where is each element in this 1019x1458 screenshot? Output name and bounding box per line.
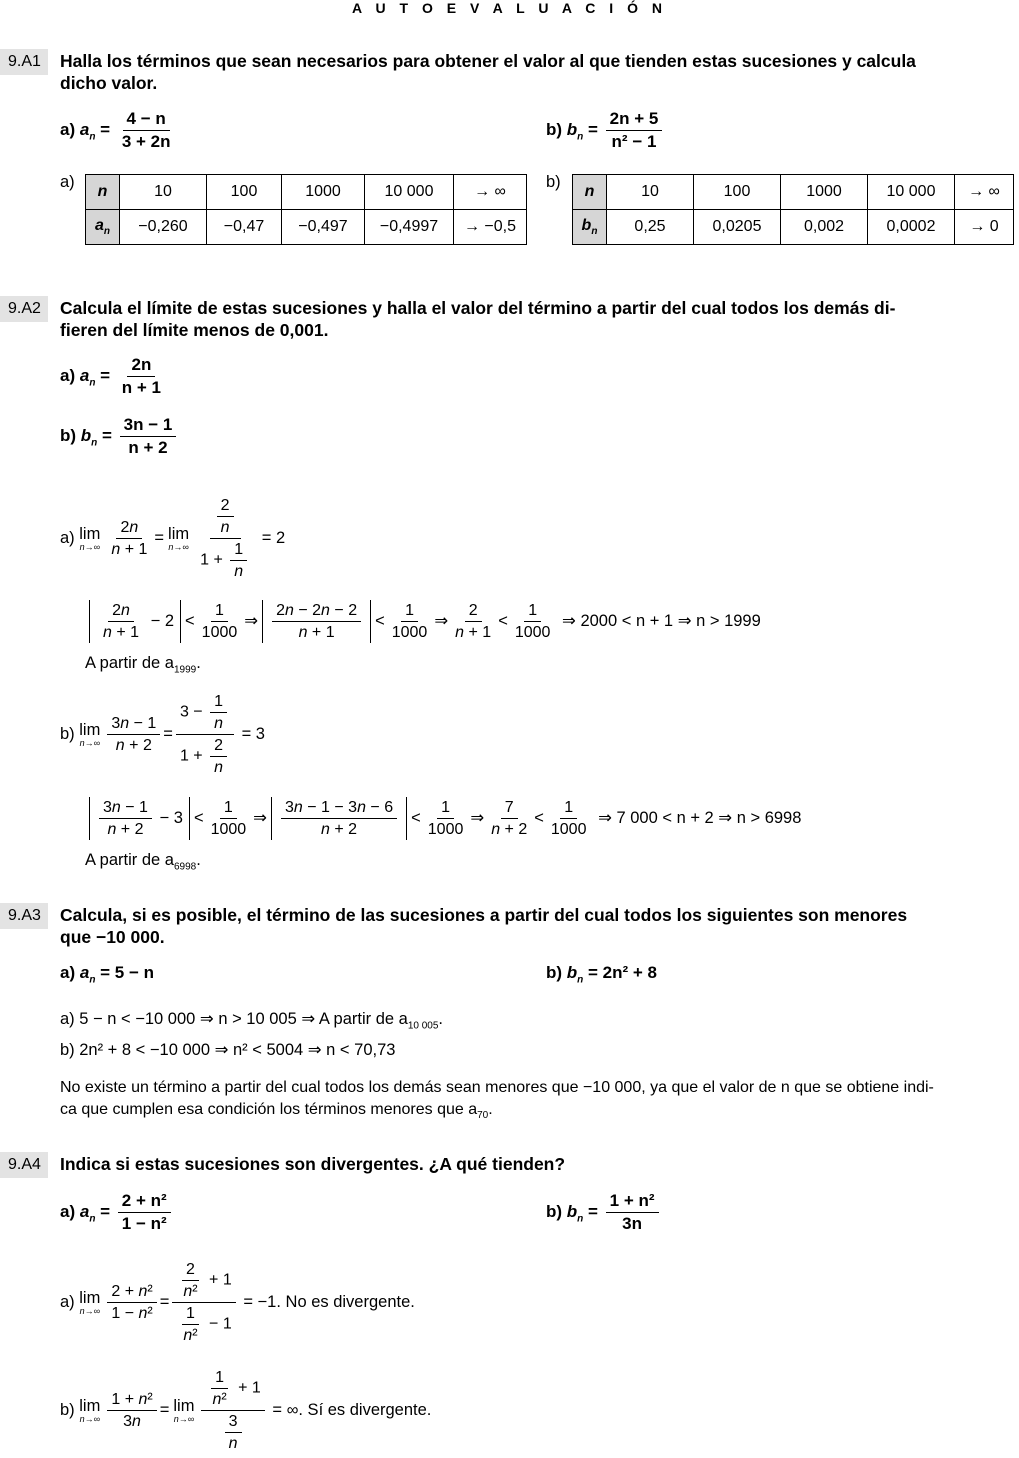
solution-b-limit: b) lim n→∞ $\frac{3n - 1}{n + 2}$ = 3 − $\frac{1}{n}$ 1 + $\frac{2}{n}$ = 3 [60,692,265,776]
table-cell: −0,260 [120,210,207,245]
table-row [573,175,1014,210]
exercise-statement: Calcula, si es posible, el término de las sucesiones a partir del cual todos los siguientes son menores que −10 000. [60,905,908,947]
table-label: a) [60,173,75,191]
sequence-b: b) $b_n$ = $\frac{\text{1 + n²}}{3n}$ [546,1190,662,1235]
table-cell: 100 [694,175,781,210]
exercise-number: 9.A2 [0,296,48,322]
table-cell: $b_n$ [573,210,607,245]
sequence-a: a) $a_n = 5 - n$ [60,963,155,986]
table-row [573,210,1014,245]
solution-b-inequality: $\frac{3n - 1}{n + 2}$ − 3 < $\frac{1}{1000}$ ⇒ $\frac{3n - 1 - 3n - 6}{n + 2}$ < $\frac{1}{1000}$ ⇒ $\frac{7}{n + 2}$ < $\frac{1}{1000}$ ⇒ 7 000 < n + 2 ⇒ n > 6998 [85,793,801,843]
solution-b-conclusion: A partir de $a_{6998}$. [85,851,201,873]
solution-explanation: No existe un término a partir del cual todos los demás sean menores que −10 000, ya que el valor de n que se obtiene indi- ca que cumplen esa condición los términos menores que $a_{70}$. [60,1079,934,1122]
table-cell: −0,497 [282,210,365,245]
table-cell: 1000 [781,175,868,210]
sequence-b: b) $b_n$ = $\frac{3n - 1}{n + 2}$ [60,414,179,459]
table-cell: n [86,175,120,210]
table-cell: → ∞ [454,175,527,210]
table-row [86,210,527,245]
values-table-b [572,174,1014,245]
table-cell: 1000 [282,175,365,210]
table-cell: n [573,175,607,210]
exercise-statement: Calcula el límite de estas sucesiones y halla el valor del término a partir del cual todos los demás di- fieren del límite menos de 0,001. [60,298,896,340]
table-cell: → −0,5 [454,210,527,245]
solution-b-limit: b) lim n→∞ $\frac{\text{1 + n²}}{3n}$ = lim n→∞ $\frac{1}{\text{n²}}$ + 1 $\frac{3}{n}$ = ∞. Sí es divergente. [60,1368,432,1452]
solution-a-conclusion: A partir de $a_{1999}$. [85,654,201,676]
exercise-number: 9.A4 [0,1152,48,1178]
table-cell: $a_n$ [86,210,120,245]
exercise-statement: Indica si estas sucesiones son divergentes. ¿A qué tienden? [60,1154,566,1174]
table-cell: −0,47 [207,210,282,245]
solution-a-limit: a) lim n→∞ $\frac{\text{2 + n²}}{\text{1 − n²}}$ = $\frac{2}{\text{n²}}$ + 1 $\frac{1}{\text{n²}}$ − 1 = −1. No es divergente. [60,1260,415,1344]
table-cell: 10 000 [365,175,454,210]
sequence-b: b) $b_n = 2n^2 + 8$ [546,963,657,986]
exercise-number: 9.A1 [0,49,48,75]
table-cell: 10 [607,175,694,210]
table-cell: 10 [120,175,207,210]
sequence-a: a) $a_n$ = $\frac{4 - n}{3 + 2n}$ [60,109,171,151]
table-cell: 0,0205 [694,210,781,245]
sequence-a: a) $a_n$ = $\frac{\text{2 + n²}}{\text{1 − n²}}$ [60,1190,174,1235]
table-cell: 0,0002 [868,210,955,245]
exercise-number: 9.A3 [0,903,48,929]
table-cell: 0,25 [607,210,694,245]
page-header: A U T O E V A L U A C I Ó N [352,0,667,16]
table-cell: 10 000 [868,175,955,210]
solution-b: b) 2n² + 8 < −10 000 ⇒ n² < 5004 ⇒ n < 70,73 [60,1041,396,1059]
exercise-statement: Halla los términos que sean necesarios para obtener el valor al que tienden estas sucesiones y calcula dicho valor. [60,51,916,93]
solution-a: a) 5 − n < −10 000 ⇒ n > 10 005 ⇒ A partir de $a_{10 005}$. [60,1010,444,1032]
table-row [86,175,527,210]
table-cell: −0,4997 [365,210,454,245]
solution-a-limit: a) lim n→∞ $\frac{2n}{n + 1}$ = lim n→∞ $\frac{2}{n}$ 1 + $\frac{1}{n}$ = 2 [60,496,286,580]
table-cell: 100 [207,175,282,210]
table-cell: → ∞ [955,175,1014,210]
solution-a-inequality: $\frac{2n}{n + 1}$ − 2 < $\frac{1}{1000}$ ⇒ $\frac{2n - 2n - 2}{n + 1}$ < $\frac{1}{1000}$ ⇒ $\frac{2}{n + 1}$ < $\frac{1}{1000}$ ⇒ 2000 < n + 1 ⇒ n > 1999 [85,596,761,646]
table-label: b) [546,173,561,191]
sequence-b: b) $b_n$ = $\frac{2n + 5}{\text{n² − 1}}$ [546,108,665,153]
values-table-a [85,174,527,245]
sequence-a: a) $a_n$ = $\frac{2n}{n + 1}$ [60,355,162,397]
table-cell: 0,002 [781,210,868,245]
table-cell: → 0 [955,210,1014,245]
